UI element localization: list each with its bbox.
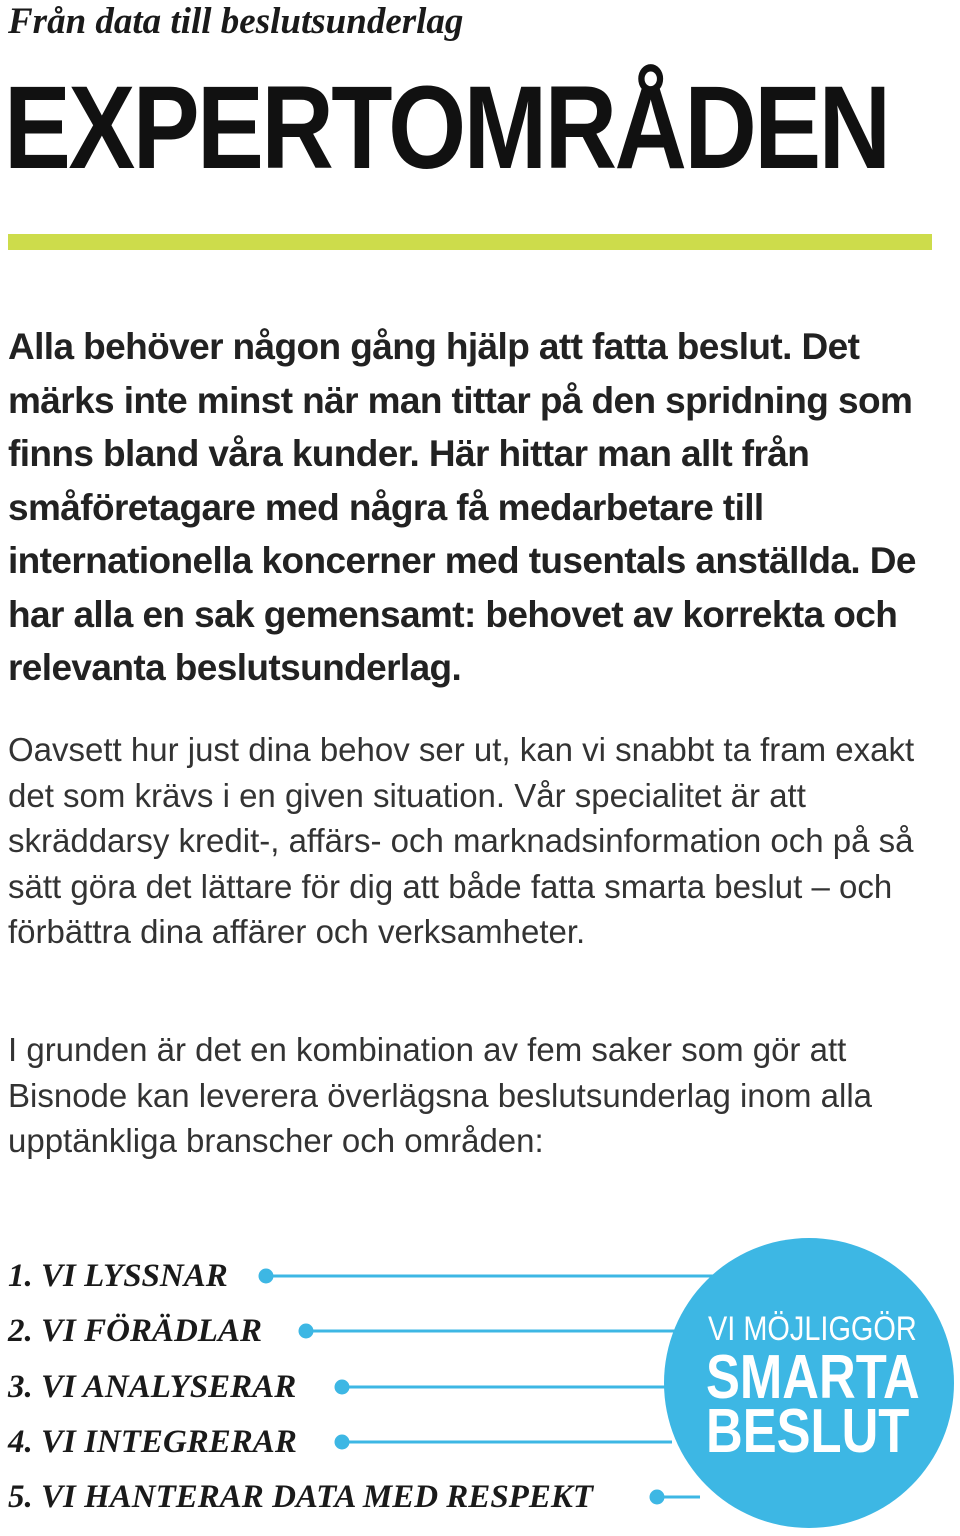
badge-line-1: VI MÖJLIGGÖR (708, 1310, 917, 1348)
connector-dot-2 (300, 1325, 312, 1337)
page-title: EXPERTOMRÅDEN (4, 62, 889, 194)
connector-dot-1 (260, 1270, 272, 1282)
step-item: 1. VI LYSSNAR (8, 1258, 228, 1294)
connector-dot-4 (336, 1436, 348, 1448)
body-paragraph-1: Oavsett hur just dina behov ser ut, kan vi snabbt ta fram exakt det som krävs i en given situation. Vår specialitet är att skräddarsy kredit-, affärs- och marknadsinformation och på så sätt göra det lättare för dig att både fatta smarta beslut – och förbättra dina affärer och verksamheter. (8, 731, 915, 950)
step-item: 4. VI INTEGRERAR (8, 1424, 297, 1460)
step-item: 5. VI HANTERAR DATA MED RESPEKT (8, 1479, 594, 1515)
step-item: 3. VI ANALYSERAR (8, 1369, 297, 1405)
connector-dot-3 (336, 1381, 348, 1393)
badge-circle (664, 1238, 954, 1528)
step-item: 2. VI FÖRÄDLAR (8, 1313, 262, 1349)
page-subtitle: Från data till beslutsunderlag (8, 1, 464, 42)
connector-dot-5 (651, 1491, 663, 1503)
badge-line-2: SMARTA (706, 1343, 920, 1412)
body-paragraph-2: I grunden är det en kombination av fem saker som gör att Bisnode kan leverera överlägsna beslutsunderlag inom alla upptänkliga branscher och områden: (8, 1031, 873, 1159)
badge-line-3: BESLUT (706, 1397, 910, 1466)
lead-paragraph: Alla behöver någon gång hjälp att fatta beslut. Det märks inte minst när man tittar på den spridning som finns bland våra kunder. Här hittar man allt från småföretagare med några få medarbetare till internationella koncerner med tusentals anställda. De har alla en sak gemensamt: behovet av korrekta och relevanta beslutsunderlag. (8, 326, 916, 688)
